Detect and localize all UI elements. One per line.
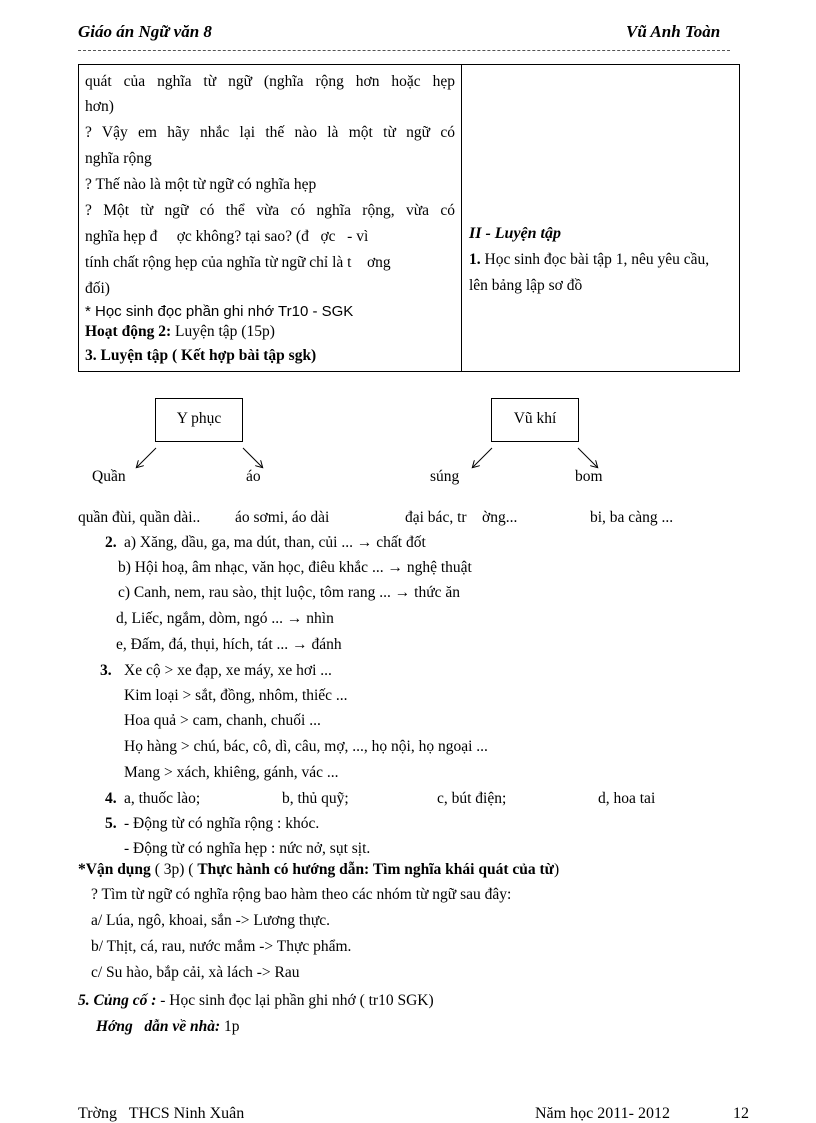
arrow-line bbox=[243, 448, 262, 467]
footer-school: Trờng THCS Ninh Xuân bbox=[78, 1105, 245, 1122]
diagram-example: quần đùi, quần dài.. bbox=[78, 509, 201, 526]
table-line: hơn) bbox=[85, 98, 114, 115]
header-subject: Giáo án Ngữ văn 8 bbox=[78, 22, 212, 41]
exercise4-num: 4. bbox=[105, 790, 117, 807]
table-line: ? Một từ ngữ có thể vừa có nghĩa rộng, vừa có bbox=[85, 202, 455, 219]
table-line: đối) bbox=[85, 280, 110, 297]
exercise3-line: Xe cộ > xe đạp, xe máy, xe hơi ... bbox=[124, 662, 332, 679]
arrow-icon: → bbox=[394, 584, 411, 601]
apply-question: ? Tìm từ ngữ có nghĩa rộng bao hàm theo các nhóm từ ngữ sau đây: bbox=[91, 886, 512, 903]
exercise2-item bbox=[116, 636, 342, 654]
arrow-line bbox=[473, 448, 492, 467]
arrow-icon: → bbox=[356, 534, 373, 551]
apply-task: Thực hành có hướng dẫn: Tìm nghĩa khái quát của từ bbox=[197, 861, 554, 878]
exercise3-line: Mang > xách, khiêng, gánh, vác ... bbox=[124, 764, 339, 781]
apply-answer: b/ Thịt, cá, rau, nước mắm -> Thực phẩm. bbox=[91, 938, 352, 955]
consolidate-label: 5. Củng cố : bbox=[78, 992, 157, 1009]
diagram-child: Quần bbox=[92, 468, 126, 485]
apply-title bbox=[78, 861, 559, 879]
homework-text: 1p bbox=[220, 1018, 240, 1035]
diagram-example: bi, ba càng ... bbox=[590, 509, 674, 526]
arrow-icon: → bbox=[387, 559, 403, 576]
exercise5-line: - Động từ có nghĩa hẹp : nức nở, sụt sịt. bbox=[124, 840, 371, 857]
table-line: * Học sinh đọc phần ghi nhớ Tr10 - SGK bbox=[85, 303, 354, 320]
diagram-example: áo sơmi, áo dài bbox=[235, 509, 330, 526]
activity-text: Luyện tập (15p) bbox=[171, 323, 275, 340]
practice-heading: II - Luyện tập bbox=[469, 225, 561, 242]
diagram-root-right: Vũ khí bbox=[491, 398, 579, 442]
consolidate-line bbox=[78, 992, 434, 1010]
table-line: nghĩa rộng bbox=[85, 150, 152, 167]
table-line: quát của nghĩa từ ngữ (nghĩa rộng hơn hoặc hẹp bbox=[85, 73, 455, 90]
diagram-child: bom bbox=[575, 468, 603, 485]
apply-answer: c/ Su hào, bắp cải, xà lách -> Rau bbox=[91, 964, 300, 981]
exercise5-line: - Động từ có nghĩa rộng : khóc. bbox=[124, 815, 320, 832]
arrow-line bbox=[578, 448, 597, 467]
table-line: nghĩa hẹp đ ợc không? tại sao? (đ ợc - vì bbox=[85, 228, 369, 245]
homework-label: Hớng dẫn về nhà: bbox=[96, 1018, 221, 1035]
homework-line bbox=[96, 1018, 240, 1036]
exercise2-item-text: a) Xăng, dầu, ga, ma dút, than, củi ... bbox=[124, 534, 353, 551]
exercise4-answer: a, thuốc lào; bbox=[124, 790, 201, 807]
exercise2-item-result: nghệ thuật bbox=[406, 559, 472, 576]
table-line: ? Thế nào là một từ ngữ có nghĩa hẹp bbox=[85, 176, 317, 193]
apply-end: ) bbox=[553, 861, 560, 878]
diagram-child: súng bbox=[430, 468, 460, 485]
arrow-icon: → bbox=[286, 610, 303, 627]
exercise4-answer: d, hoa tai bbox=[598, 790, 656, 807]
arrow-line bbox=[137, 448, 156, 467]
diagram-child: áo bbox=[246, 468, 261, 485]
exercise2-item-text: d, Liếc, ngắm, dòm, ngó ... bbox=[116, 610, 284, 627]
exercise1-text: Học sinh đọc bài tập 1, nêu yêu cầu, lên bảng lập sơ đồ bbox=[469, 251, 710, 294]
diagram-root-left: Y phục bbox=[155, 398, 243, 442]
exercise2-item-result: chất đốt bbox=[376, 534, 426, 551]
exercise2-item bbox=[118, 559, 472, 577]
exercise3-line: Hoa quả > cam, chanh, chuối ... bbox=[124, 712, 321, 729]
exercise1-num: 1. bbox=[469, 251, 481, 268]
exercise2-item-result: thức ăn bbox=[414, 584, 461, 601]
practice-title: 3. Luyện tập ( Kết hợp bài tập sgk) bbox=[85, 347, 317, 364]
exercise2-item-text: c) Canh, nem, rau sào, thịt luộc, tôm rang ... bbox=[118, 584, 391, 601]
exercise2-item-text: b) Hội hoạ, âm nhạc, văn học, điêu khắc ... bbox=[118, 559, 384, 576]
exercise2-item-result: nhìn bbox=[306, 610, 334, 627]
exercise5-num: 5. bbox=[105, 815, 117, 832]
footer-year: Năm học 2011- 2012 bbox=[535, 1105, 670, 1122]
exercise3-num: 3. bbox=[100, 662, 112, 679]
exercise2-item bbox=[124, 534, 426, 552]
exercise3-line: Họ hàng > chú, bác, cô, dì, câu, mợ, ..., họ nội, họ ngoại ... bbox=[124, 738, 488, 755]
exercise2-num: 2. bbox=[105, 534, 117, 551]
consolidate-text: - Học sinh đọc lại phần ghi nhớ ( tr10 SGK) bbox=[156, 992, 434, 1009]
table-line: tính chất rộng hẹp của nghĩa từ ngữ chỉ là t ơng bbox=[85, 254, 391, 271]
page-number: 12 bbox=[733, 1105, 749, 1122]
apply-answer: a/ Lúa, ngô, khoai, sắn -> Lương thực. bbox=[91, 912, 331, 929]
apply-time: ( 3p) ( bbox=[150, 861, 198, 878]
activity-label: Hoạt động 2: bbox=[85, 323, 172, 340]
exercise2-item-result: đánh bbox=[311, 636, 342, 653]
header-author: Vũ Anh Toàn bbox=[626, 22, 721, 41]
exercise3-line: Kim loại > sắt, đồng, nhôm, thiếc ... bbox=[124, 687, 348, 704]
arrow-icon: → bbox=[292, 636, 308, 653]
exercise4-answer: b, thủ quỹ; bbox=[282, 790, 349, 807]
table-line: ? Vậy em hãy nhắc lại thế nào là một từ ngữ có bbox=[85, 124, 455, 141]
exercise2-item-text: e, Đấm, đá, thụi, hích, tát ... bbox=[116, 636, 289, 653]
apply-label: *Vận dụng bbox=[78, 861, 151, 878]
diagram-example: đại bác, tr ờng... bbox=[405, 509, 518, 526]
exercise2-item bbox=[118, 584, 460, 602]
exercise4-answer: c, bút điện; bbox=[437, 790, 507, 807]
exercise2-item bbox=[116, 610, 334, 628]
diagram-arrows bbox=[0, 0, 816, 500]
